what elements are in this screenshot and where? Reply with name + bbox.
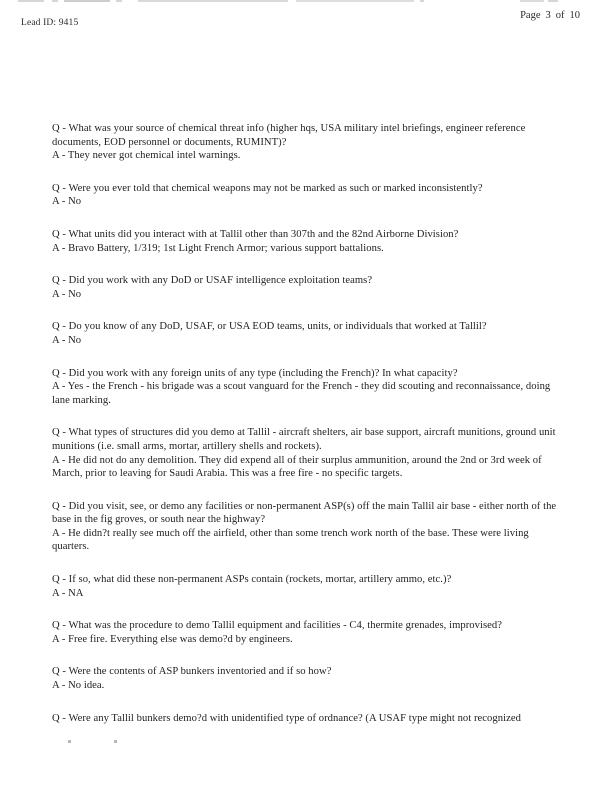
qa-block xyxy=(52,320,557,347)
scan-artifact xyxy=(296,0,414,2)
page-number-word: Page xyxy=(520,10,541,21)
qa-block xyxy=(52,573,557,600)
scan-artifact xyxy=(138,0,288,2)
qa-question: Q - What was your source of chemical threat info (higher hqs, USA military intel briefings, engineer reference documents, EOD personnel or documents, RUMINT)? xyxy=(52,123,526,148)
qa-question: Q - Were any Tallil bunkers demo?d with unidentified type of ordnance? (A USAF type might not recognized xyxy=(52,712,521,724)
lead-id: Lead ID: 9415 xyxy=(21,18,79,28)
scan-speck xyxy=(68,740,71,743)
qa-question: Q - What was the procedure to demo Tallil equipment and facilities - C4, thermite grenades, improvised? xyxy=(52,620,502,632)
qa-block xyxy=(52,228,557,255)
qa-answer: A - NA xyxy=(52,587,84,599)
qa-answer: A - No xyxy=(52,288,82,300)
scan-speck xyxy=(114,740,117,743)
qa-answer: A - Bravo Battery, 1/319; 1st Light French Armor; various support battalions. xyxy=(52,242,384,254)
qa-question: Q - Do you know of any DoD, USAF, or USA EOD teams, units, or individuals that worked at Tallil? xyxy=(52,321,487,333)
qa-answer: A - Yes - the French - his brigade was a scout vanguard for the French - they did scouting and reconnaissance, doing lane marking. xyxy=(52,381,551,406)
scan-artifact xyxy=(420,0,424,2)
qa-block xyxy=(52,712,557,726)
qa-answer: A - He didn?t really see much off the airfield, other than some trench work north of the base. These were living quarters. xyxy=(52,527,529,553)
page-number-current: 3 xyxy=(545,10,551,21)
qa-question: Q - Were you ever told that chemical weapons may not be marked as such or marked inconsistently? xyxy=(52,182,483,194)
page-number xyxy=(520,10,580,21)
scan-artifact xyxy=(64,0,110,2)
scan-artifact xyxy=(548,0,558,2)
qa-answer: A - No xyxy=(52,334,82,346)
qa-block xyxy=(52,122,557,163)
scan-artifact xyxy=(116,0,122,2)
qa-block xyxy=(52,665,557,692)
qa-question: Q - Did you work with any DoD or USAF intelligence exploitation teams? xyxy=(52,275,373,287)
qa-question: Q - What types of structures did you demo at Tallil - aircraft shelters, air base support, aircraft munitions, ground unit munitions (i.e. small arms, mortar, artillery shells and rockets). xyxy=(52,427,556,452)
scan-artifact xyxy=(18,0,44,2)
qa-answer: A - They never got chemical intel warnings. xyxy=(52,150,241,162)
scan-artifact xyxy=(52,0,58,2)
qa-answer: A - Free fire. Everything else was demo?d by engineers. xyxy=(52,633,293,645)
qa-question: Q - Were the contents of ASP bunkers inventoried and if so how? xyxy=(52,666,332,678)
qa-answer: A - No idea. xyxy=(52,680,105,692)
document-header xyxy=(0,10,612,36)
qa-question: Q - Did you visit, see, or demo any facilities or non-permanent ASP(s) off the main Tallil air base - either north of the base in the fig groves, or south near the highway? xyxy=(52,500,557,526)
qa-block xyxy=(52,274,557,301)
document-body xyxy=(52,122,557,744)
page-number-total: 10 xyxy=(569,10,580,21)
qa-question: Q - What units did you interact with at Tallil other than 307th and the 82nd Airborne Division? xyxy=(52,228,459,240)
qa-block xyxy=(52,426,557,480)
scan-artifact xyxy=(520,0,544,2)
qa-block xyxy=(52,619,557,646)
qa-answer: A - No xyxy=(52,196,82,208)
qa-block xyxy=(52,500,557,554)
qa-block xyxy=(52,367,557,408)
page-number-of: of xyxy=(555,10,565,21)
qa-question: Q - If so, what did these non-permanent ASPs contain (rockets, mortar, artillery ammo, etc.)? xyxy=(52,574,452,586)
qa-answer: A - He did not do any demolition. They did expend all of their surplus ammunition, around the 2nd or 3rd week of March, prior to leaving for Saudi Arabia. This was a free fire - no specific targets. xyxy=(52,454,542,480)
qa-question: Q - Did you work with any foreign units of any type (including the French)? In what capacity? xyxy=(52,367,458,379)
qa-block xyxy=(52,182,557,209)
